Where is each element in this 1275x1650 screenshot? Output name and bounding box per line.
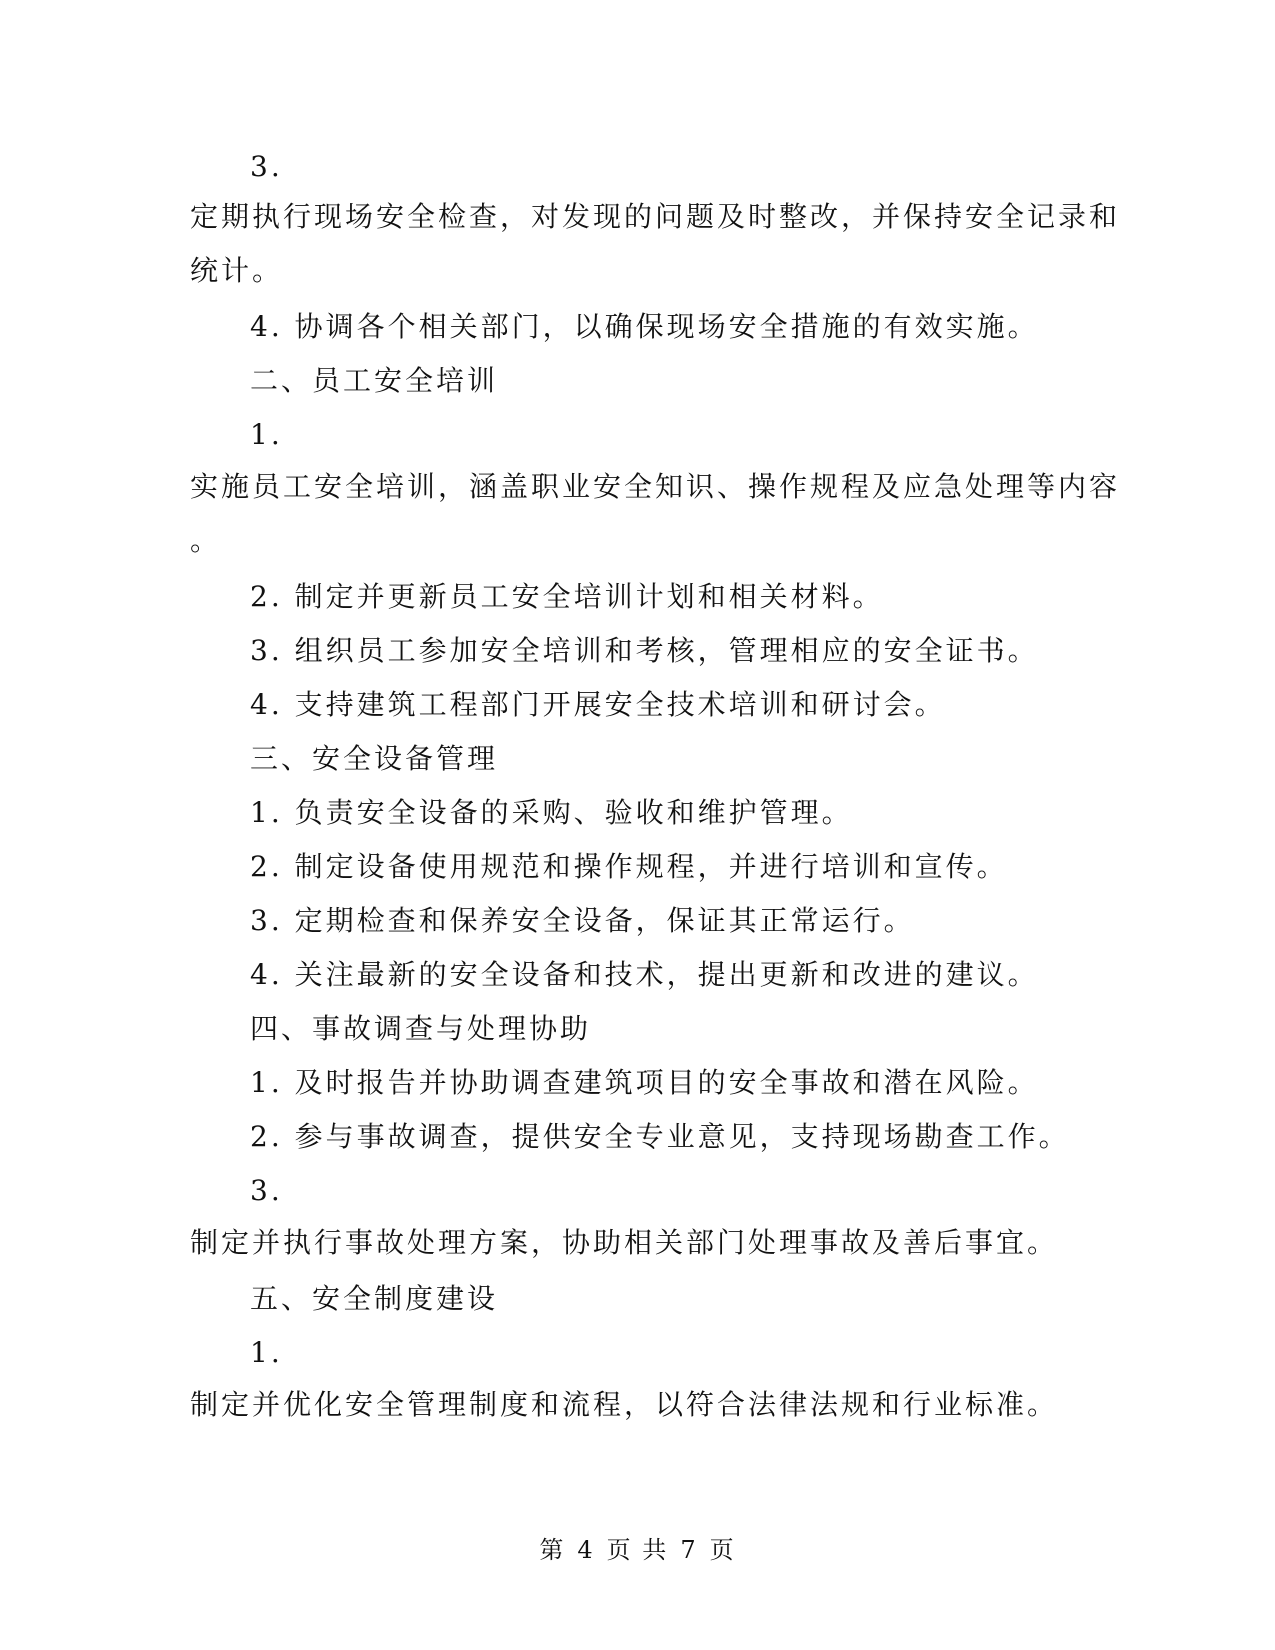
footer-middle: 页 共 (606, 1536, 669, 1564)
paragraph-line: 定期执行现场安全检查，对发现的问题及时整改，并保持安全记录和 (190, 200, 1121, 233)
list-number: 3. (250, 1174, 283, 1207)
list-item: 2. 制定设备使用规范和操作规程，并进行培训和宣传。 (250, 850, 1008, 883)
section-heading: 三、安全设备管理 (250, 742, 499, 775)
section-heading: 二、员工安全培训 (250, 364, 499, 397)
list-item: 4. 支持建筑工程部门开展安全技术培训和研讨会。 (250, 688, 946, 721)
list-number: 1. (250, 418, 283, 451)
list-number: 3. (250, 150, 283, 183)
footer-suffix: 页 (709, 1536, 736, 1564)
list-item: 2. 制定并更新员工安全培训计划和相关材料。 (250, 580, 884, 613)
footer-prefix: 第 (539, 1536, 566, 1564)
section-heading: 五、安全制度建设 (250, 1282, 499, 1315)
list-item: 1. 及时报告并协助调查建筑项目的安全事故和潜在风险。 (250, 1066, 1039, 1099)
list-item: 3. 组织员工参加安全培训和考核，管理相应的安全证书。 (250, 634, 1039, 667)
section-heading: 四、事故调查与处理协助 (250, 1012, 592, 1045)
paragraph-line: 统计。 (190, 254, 284, 287)
list-item: 4. 关注最新的安全设备和技术，提出更新和改进的建议。 (250, 958, 1039, 991)
paragraph-line: 制定并执行事故处理方案，协助相关部门处理事故及善后事宜。 (190, 1226, 1059, 1259)
list-number: 1. (250, 1336, 283, 1369)
list-item: 1. 负责安全设备的采购、验收和维护管理。 (250, 796, 853, 829)
paragraph-line: 。 (190, 524, 222, 557)
list-item: 3. 定期检查和保养安全设备，保证其正常运行。 (250, 904, 915, 937)
paragraph-line: 实施员工安全培训，涵盖职业安全知识、操作规程及应急处理等内容 (190, 470, 1121, 503)
paragraph-line: 制定并优化安全管理制度和流程，以符合法律法规和行业标准。 (190, 1388, 1059, 1421)
total-pages-number: 7 (680, 1536, 698, 1564)
page-footer (0, 1530, 1275, 1565)
list-item: 2. 参与事故调查，提供安全专业意见，支持现场勘查工作。 (250, 1120, 1070, 1153)
current-page-number: 4 (577, 1536, 595, 1564)
list-item: 4. 协调各个相关部门，以确保现场安全措施的有效实施。 (250, 310, 1039, 343)
